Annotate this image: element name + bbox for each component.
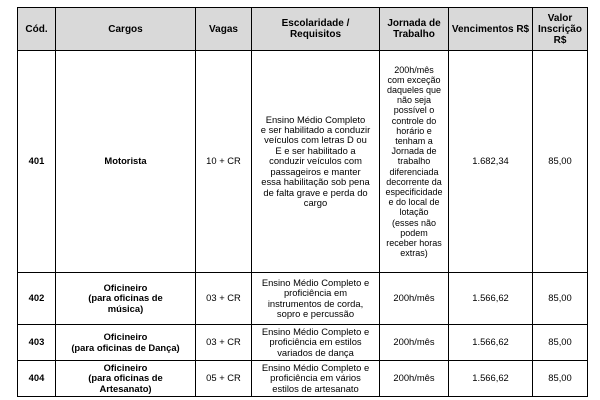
escolaridade-cell: Ensino Médio Completo e proficiência em instrumentos de corda, sopro e percussão [252, 273, 380, 325]
inscricao-cell: 85,00 [533, 325, 588, 361]
header-cod: Cód. [18, 8, 56, 51]
escolaridade-cell: Ensino Médio Completo e ser habilitado a conduzir veículos com letras D ou E e ser habilitado a conduzir veículos com passageiros e manter essa habilitação sob pena de falta grave e perda do cargo [252, 51, 380, 273]
header-vagas: Vagas [196, 8, 252, 51]
cod-cell: 404 [18, 361, 56, 397]
cargos-table [17, 7, 588, 397]
cargo-cell: Oficineiro (para oficinas de Artesanato) [56, 361, 196, 397]
jornada-cell: 200h/mês [380, 361, 449, 397]
vencimentos-cell: 1.566,62 [449, 273, 533, 325]
header-inscricao: Valor Inscrição R$ [533, 8, 588, 51]
vencimentos-cell: 1.682,34 [449, 51, 533, 273]
vagas-cell: 05 + CR [196, 361, 252, 397]
cod-cell: 402 [18, 273, 56, 325]
table-row [18, 325, 588, 361]
header-jornada: Jornada de Trabalho [380, 8, 449, 51]
vencimentos-cell: 1.566,62 [449, 361, 533, 397]
cargo-cell: Motorista [56, 51, 196, 273]
header-escolaridade: Escolaridade / Requisitos [252, 8, 380, 51]
table-row [18, 51, 588, 273]
cod-cell: 401 [18, 51, 56, 273]
jornada-cell: 200h/mês [380, 273, 449, 325]
header-vencimentos: Vencimentos R$ [449, 8, 533, 51]
header-cargos: Cargos [56, 8, 196, 51]
escolaridade-cell: Ensino Médio Completo e proficiência em estilos variados de dança [252, 325, 380, 361]
cod-cell: 403 [18, 325, 56, 361]
inscricao-cell: 85,00 [533, 361, 588, 397]
escolaridade-cell: Ensino Médio Completo e proficiência em vários estilos de artesanato [252, 361, 380, 397]
table-row [18, 273, 588, 325]
cargo-cell: Oficineiro (para oficinas de música) [56, 273, 196, 325]
jornada-cell: 200h/mês com exceção daqueles que não seja possível o controle do horário e tenham a Jornada de trabalho diferenciada decorrente da especificidade e do local de lotação (esses não podem receber horas extras) [380, 51, 449, 273]
document-sheet [17, 7, 588, 397]
vagas-cell: 10 + CR [196, 51, 252, 273]
inscricao-cell: 85,00 [533, 51, 588, 273]
vencimentos-cell: 1.566,62 [449, 325, 533, 361]
table-row [18, 361, 588, 397]
cargo-cell: Oficineiro (para oficinas de Dança) [56, 325, 196, 361]
header-row [18, 8, 588, 51]
vagas-cell: 03 + CR [196, 273, 252, 325]
inscricao-cell: 85,00 [533, 273, 588, 325]
jornada-cell: 200h/mês [380, 325, 449, 361]
vagas-cell: 03 + CR [196, 325, 252, 361]
